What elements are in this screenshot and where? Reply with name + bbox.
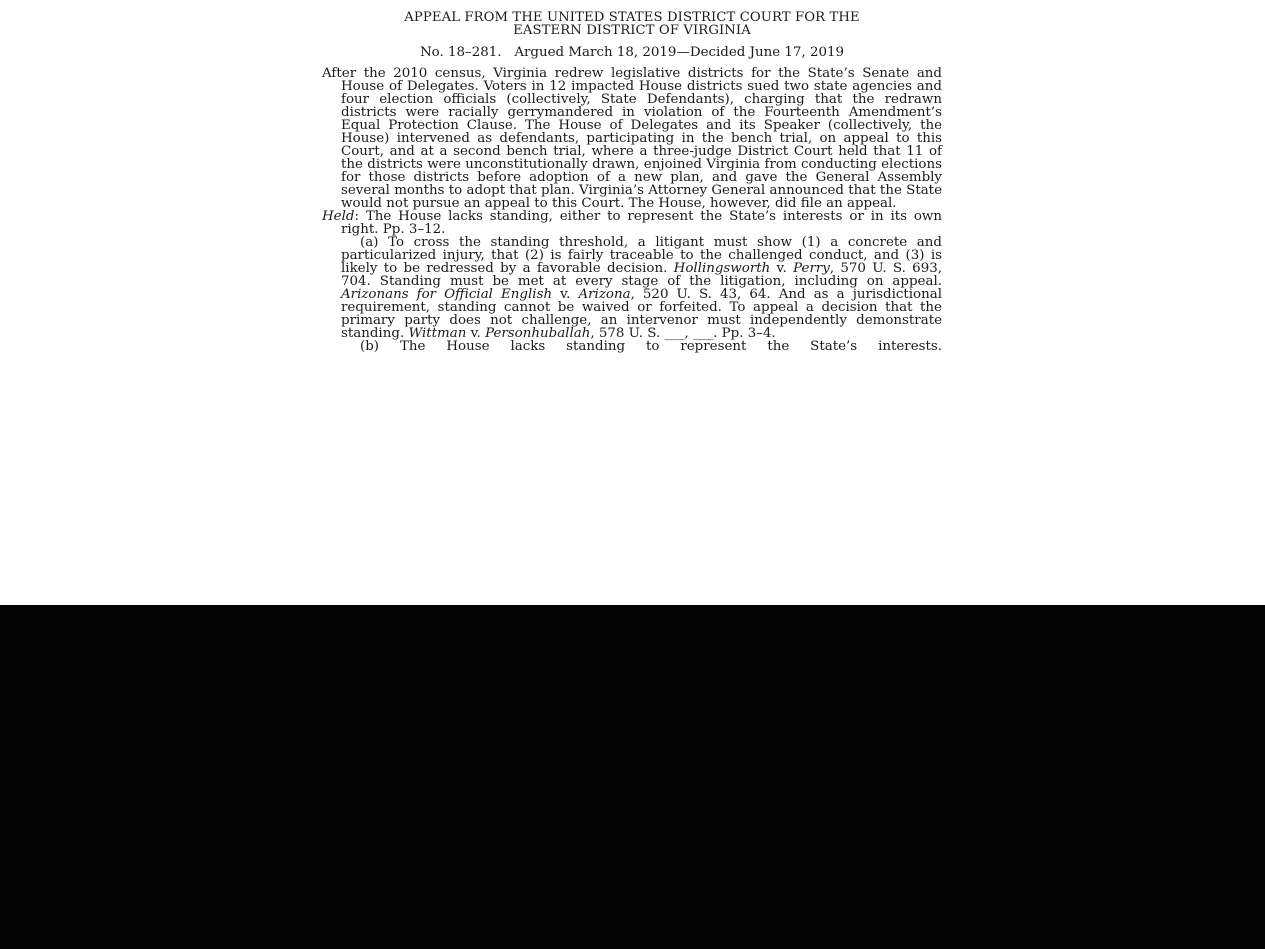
paragraph-a-text-4: , 578 U. S. ___, ___. Pp. 3–4. — [590, 326, 776, 341]
versus-text: v. — [770, 261, 794, 276]
case-citation-party: Arizonans for Official English — [341, 287, 553, 302]
case-citation-party: Personhuballah — [485, 326, 591, 341]
court-heading-line-2: EASTERN DISTRICT OF VIRGINIA — [513, 23, 751, 38]
held-paragraph — [322, 210, 942, 236]
paragraph-a-text-3: , 520 U. S. 43, 64. And as a jurisdictional requirement, standing cannot be waived or forfeited. To appeal a decision that the primary party does not challenge, an intervenor must independently demonstrate standing. — [341, 287, 942, 341]
paragraph-b: (b) The House lacks standing to represent the State’s interests. — [360, 339, 942, 354]
versus-text: v. — [466, 326, 486, 341]
versus-text: v. — [552, 287, 579, 302]
court-heading-line-1: APPEAL FROM THE UNITED STATES DISTRICT COURT FOR THE — [404, 10, 860, 25]
syllabus-intro-paragraph: After the 2010 census, Virginia redrew legislative districts for the State’s Senate and House of Delegates. Voters in 12 impacted House districts sued two state agencies and four election officials (collectively, State Defendants), charging that the redrawn districts were racially gerrymandered in violation of the Fourteenth Amendment’s Equal Protection Clause. The House of Delegates and its Speaker (collectively, the House) intervened as defendants, participating in the bench trial, on appeal to this Court, and at a second bench trial, where a three-judge District Court held that 11 of the districts were unconstitutionally drawn, enjoined Virginia from conducting elections for those districts before adoption of a new plan, and gave the General Assembly several months to adopt that plan. Virginia’s Attorney General announced that the State would not pursue an appeal to this Court. The House, however, did file an appeal. — [322, 66, 942, 211]
case-citation-party: Wittman — [408, 326, 467, 341]
docket-line: No. 18–281. Argued March 18, 2019—Decided June 17, 2019 — [419, 45, 845, 60]
held-label: Held — [322, 209, 355, 224]
case-citation-party: Arizona — [578, 287, 631, 302]
case-citation-party: Perry — [793, 261, 830, 276]
held-text: : The House lacks standing, either to represent the State’s interests or in its own right. Pp. 3–12. — [341, 209, 942, 237]
case-citation-party: Hollingsworth — [673, 261, 771, 276]
paragraph-a-text-1: (a) To cross the standing threshold, a litigant must show (1) a concrete and particularized injury, that (2) is fairly traceable to the challenged conduct, and (3) is likely to be redressed by a favorable decision. — [341, 235, 942, 276]
opinion-syllabus — [322, 11, 942, 353]
paragraph-a-text-2: , 570 U. S. 693, 704. Standing must be met at every stage of the litigation, including on appeal. — [341, 261, 942, 289]
paragraph-a — [322, 236, 942, 340]
